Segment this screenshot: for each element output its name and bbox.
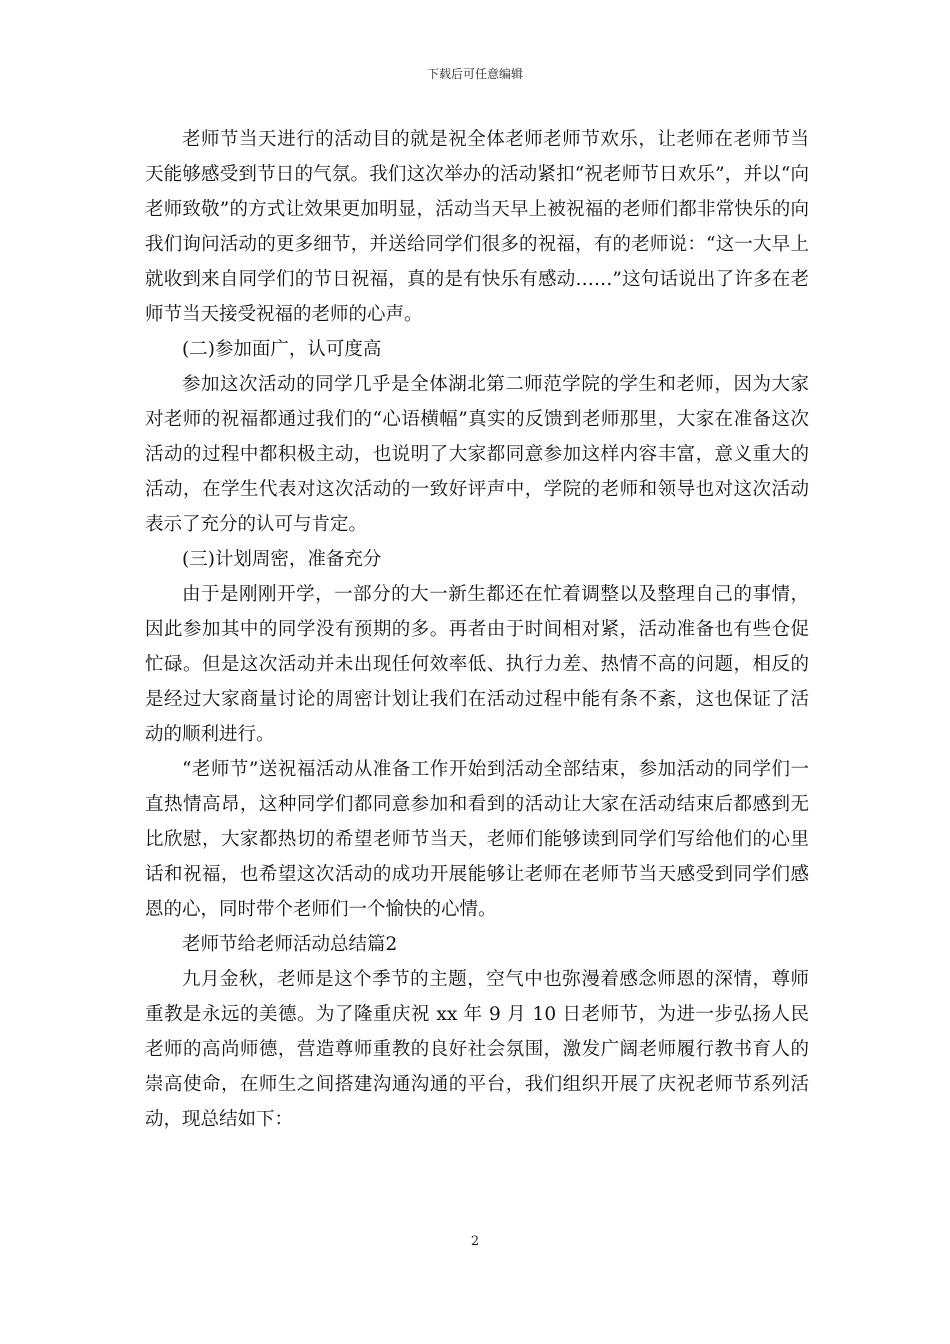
section-heading-wide-participation: (二)参加面广，认可度高 [182,339,382,360]
paragraph-september-intro: 九月金秋，老师是这个季节的主题，空气中也弥漫着感念师恩的深情，尊师重教是永远的美德。为了隆重庆祝 xx 年 9 月 10 日老师节，为进一步弘扬人民老师的高尚师德，营造尊师重教的良好社会氛围，激发广阔老师履行教书育人的崇高使命，在师生之间搭建沟通沟通的平台，我们组织开展了庆祝老师节系列活动，现总结如下： [145,969,809,1130]
article-title-part-2: 老师节给老师活动总结篇2 [182,934,398,955]
paragraph-participation: 参加这次活动的同学几乎是全体湖北第二师范学院的学生和老师，因为大家对老师的祝福都通过我们的“心语横幅”真实的反馈到老师那里，大家在准备这次活动的过程中都积极主动，也说明了大家都同意参加这样内容丰富，意义重大的活动，在学生代表对这次活动的一致好评声中，学院的老师和领导也对这次活动表示了充分的认可与肯定。 [145,374,809,535]
page-number: 2 [470,1234,480,1249]
paragraph-planning: 由于是刚刚开学，一部分的大一新生都还在忙着调整以及整理自己的事情，因此参加其中的同学没有预期的多。再者由于时间相对紧，活动准备也有些仓促忙碌。但是这次活动并未出现任何效率低、执行力差、热情不高的问题，相反的是经过大家商量讨论的周密计划让我们在活动过程中能有条不紊，这也保证了活动的顺利进行。 [145,584,809,745]
paragraph-conclusion: “老师节”送祝福活动从准备工作开始到活动全部结束，参加活动的同学们一直热情高昂，这种同学们都同意参加和看到的活动让大家在活动结束后都感到无比欣慰，大家都热切的希望老师节当天，老师们能够读到同学们写给他们的心里话和祝福，也希望这次活动的成功开展能够让老师在老师节当天感受到同学们感恩的心，同时带个老师们一个愉快的心情。 [145,759,809,920]
page-header: 下载后可任意编辑 [426,67,523,81]
section-heading-careful-planning: (三)计划周密，准备充分 [182,549,382,570]
document-body [145,122,809,1137]
paragraph-teachers-day-purpose: 老师节当天进行的活动目的就是祝全体老师老师节欢乐，让老师在老师节当天能够感受到节日的气氛。我们这次举办的活动紧扣“祝老师节日欢乐”，并以“向老师致敬”的方式让效果更加明显，活动当天早上被祝福的老师们都非常快乐的向我们询问活动的更多细节，并送给同学们很多的祝福，有的老师说：“这一大早上就收到来自同学们的节日祝福，真的是有快乐有感动……”这句话说出了许多在老师节当天接受祝福的老师的心声。 [145,129,809,325]
